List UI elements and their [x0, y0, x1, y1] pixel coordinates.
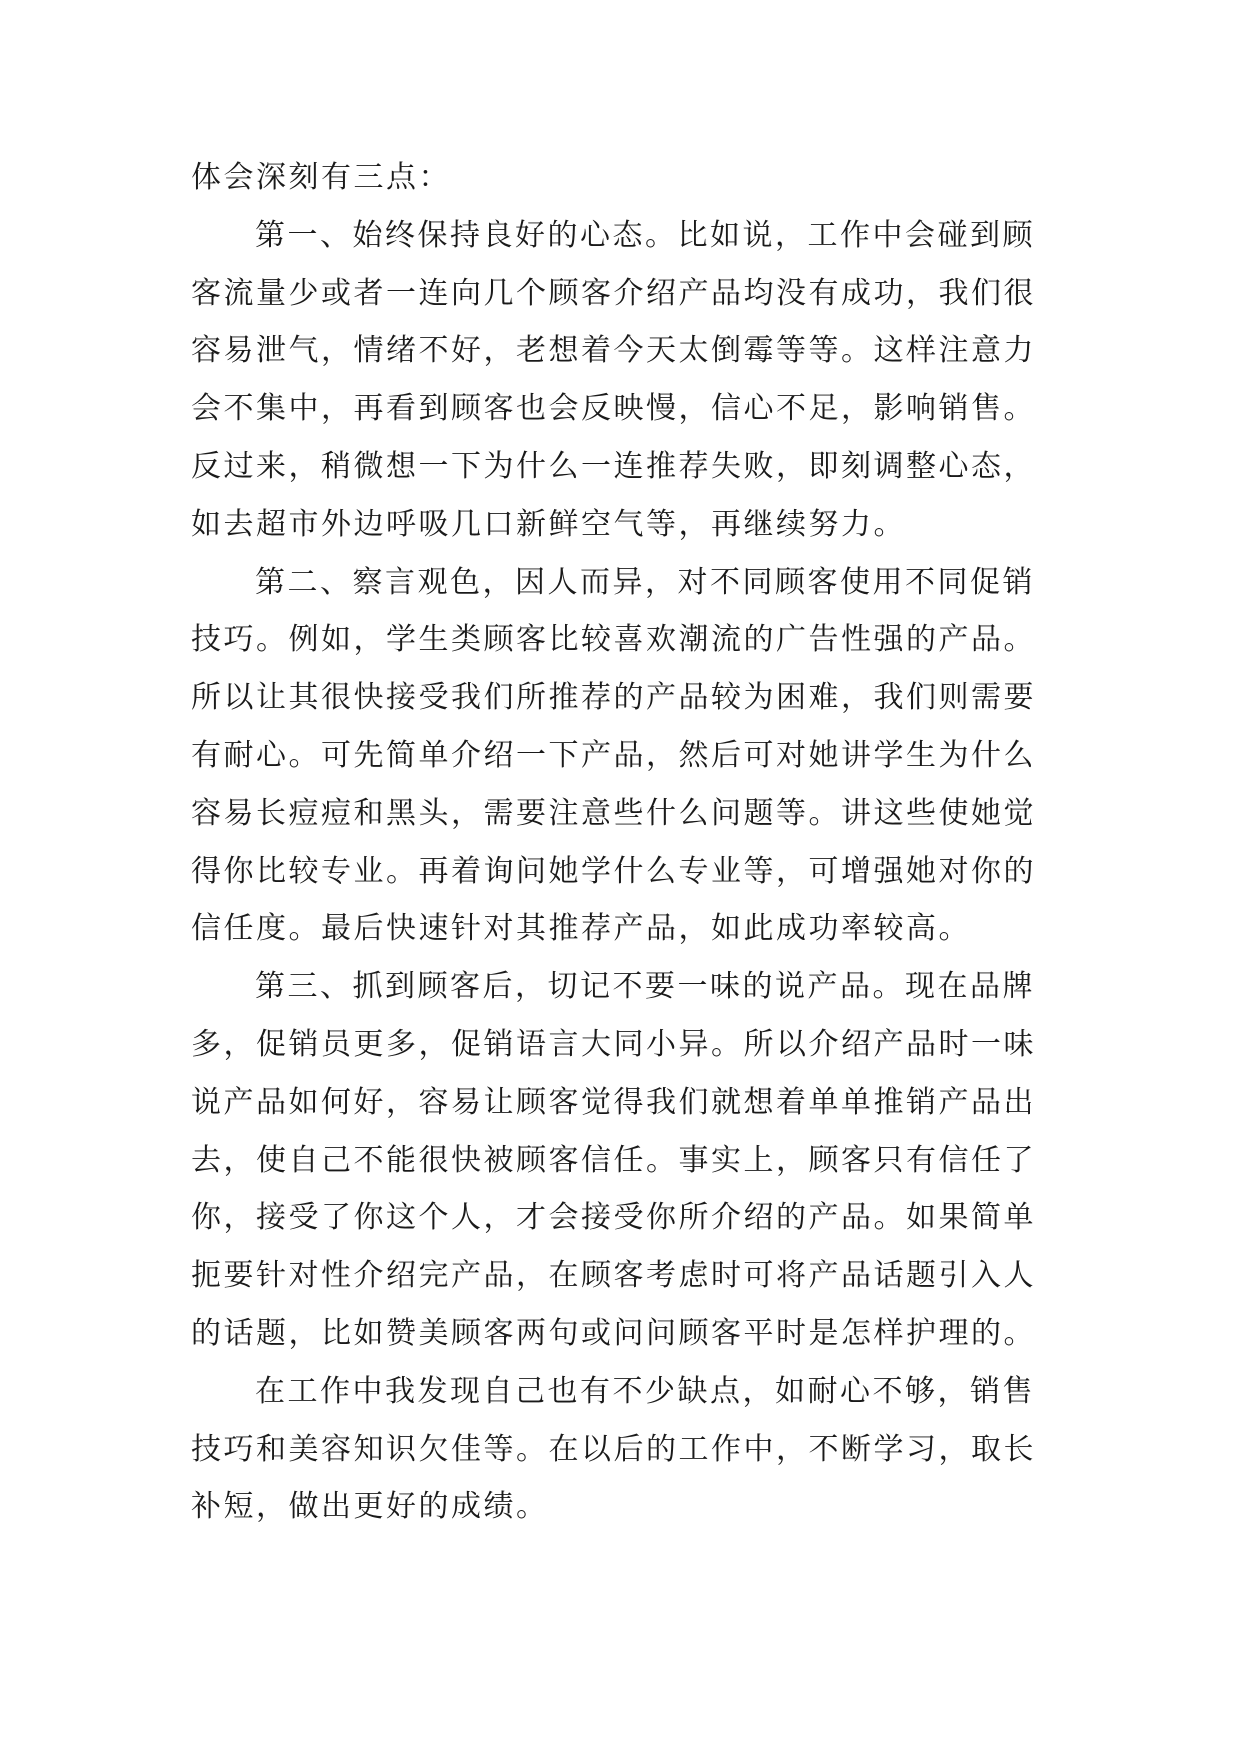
text-line: 的话题，比如赞美顾客两句或问问顾客平时是怎样护理的。 [191, 1315, 1036, 1351]
text-line: 所以让其很快接受我们所推荐的产品较为困难，我们则需要 [191, 680, 1036, 716]
text-line: 去，使自己不能很快被顾客信任。事实上，顾客只有信任了 [191, 1142, 1036, 1178]
paragraph-first-line: 第三、抓到顾客后，切记不要一味的说产品。现在品牌 [255, 969, 1035, 1005]
text-line: 有耐心。可先简单介绍一下产品，然后可对她讲学生为什么 [191, 737, 1036, 773]
text-line: 得你比较专业。再着询问她学什么专业等，可增强她对你的 [191, 853, 1036, 889]
document-body [191, 159, 1063, 1546]
text-line: 多，促销员更多，促销语言大同小异。所以介绍产品时一味 [191, 1026, 1036, 1062]
text-line: 说产品如何好，容易让顾客觉得我们就想着单单推销产品出 [191, 1084, 1036, 1120]
paragraph-first-line: 第二、察言观色，因人而异，对不同顾客使用不同促销 [255, 564, 1035, 600]
text-line: 补短，做出更好的成绩。 [191, 1489, 549, 1525]
text-line: 容易长痘痘和黑头，需要注意些什么问题等。讲这些使她觉 [191, 795, 1036, 831]
text-line: 会不集中，再看到顾客也会反映慢，信心不足，影响销售。 [191, 391, 1036, 427]
text-line: 扼要针对性介绍完产品，在顾客考虑时可将产品话题引入人 [191, 1258, 1036, 1294]
text-line: 反过来，稍微想一下为什么一连推荐失败，即刻调整心态， [191, 448, 1036, 484]
paragraph-first-line: 在工作中我发现自己也有不少缺点，如耐心不够，销售 [255, 1373, 1035, 1409]
text-line: 技巧和美容知识欠佳等。在以后的工作中，不断学习，取长 [191, 1431, 1036, 1467]
text-line: 你，接受了你这个人，才会接受你所介绍的产品。如果简单 [191, 1200, 1036, 1236]
text-line: 容易泄气，情绪不好，老想着今天太倒霉等等。这样注意力 [191, 333, 1036, 369]
text-line: 如去超市外边呼吸几口新鲜空气等，再继续努力。 [191, 506, 906, 542]
text-line: 客流量少或者一连向几个顾客介绍产品均没有成功，我们很 [191, 275, 1036, 311]
text-line: 体会深刻有三点： [191, 160, 451, 195]
text-line: 技巧。例如，学生类顾客比较喜欢潮流的广告性强的产品。 [191, 622, 1036, 658]
text-line: 信任度。最后快速针对其推荐产品，如此成功率较高。 [191, 911, 971, 947]
paragraph-first-line: 第一、始终保持良好的心态。比如说，工作中会碰到顾 [255, 217, 1035, 253]
